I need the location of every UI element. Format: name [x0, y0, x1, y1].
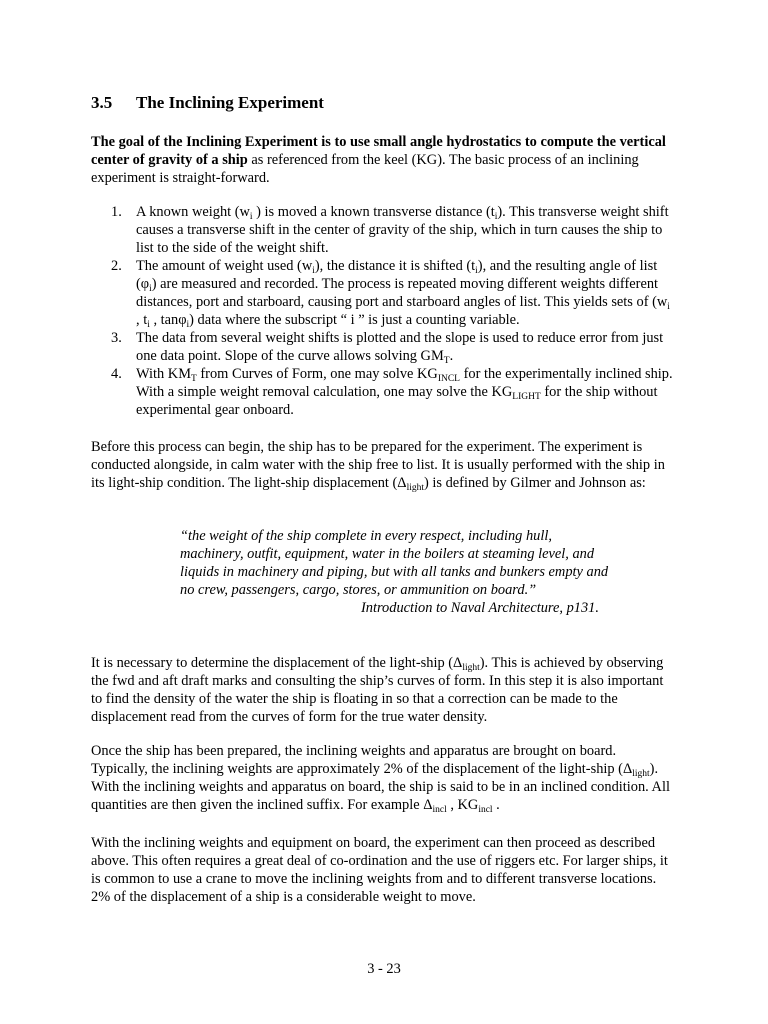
page-number: 3 - 23	[367, 961, 401, 977]
list-item-text: ) is moved a known transverse distance (t	[252, 204, 495, 220]
paragraph-text: It is necessary to determine the displacement of the light-ship (Δ	[91, 655, 463, 671]
list-item-text: ) data where the subscript “ i ” is just a counting variable.	[189, 312, 520, 328]
list-item-text: for the ship without experimental gear onboard.	[136, 384, 658, 418]
list-item	[111, 365, 676, 419]
list-item-text: ) are measured and recorded. The process is repeated moving different weights different distances, port and starboard, causing port and starboard angles of list. This yields sets of (w	[136, 276, 668, 310]
proceed-paragraph	[91, 834, 676, 906]
list-item-text: ), and the resulting angle of list (φ	[136, 258, 658, 292]
subscript: light	[462, 663, 480, 673]
procedure-list	[111, 203, 676, 419]
paragraph-text: Before this process can begin, the ship has to be prepared for the experiment. The experiment is conducted alongside, in calm water with the ship free to list. It is usually performed with the ship in its light-ship condition. The light-ship displacement (Δ	[91, 439, 665, 491]
paragraph-text: .	[492, 797, 500, 813]
list-item-number: 1.	[111, 204, 122, 220]
list-item-text: ), the distance it is shifted (t	[314, 258, 476, 274]
paragraph-text: ). This is achieved by observing the fwd and aft draft marks and consulting the ship’s curves of form. In this step it is also important to find the density of the water the ship is floating in so that a correction can be made to the displacement read from the curves of form for the true water density.	[91, 655, 664, 725]
list-item-number: 2.	[111, 258, 122, 274]
list-item-number: 4.	[111, 366, 122, 382]
subscript: i	[494, 212, 498, 222]
paragraph-text: Once the ship has been prepared, the inclining weights and apparatus are brought on board. Typically, the inclining weights are approximately 2% of the displacement of the light-ship (Δ	[91, 743, 633, 777]
subscript: incl	[432, 805, 447, 815]
section-title: The Inclining Experiment	[136, 93, 324, 112]
intro-paragraph	[91, 133, 676, 187]
list-item-text: The data from several weight shifts is plotted and the slope is used to reduce error from just one data point. Slope of the curve allows solving GM	[136, 330, 664, 364]
displacement-paragraph	[91, 654, 676, 726]
subscript: i	[249, 212, 253, 222]
list-item	[111, 257, 676, 329]
list-item-text: With KM	[136, 366, 191, 382]
intro-bold-text: The goal of the Inclining Experiment is to use small angle hydrostatics to compute the vertical center of gravity of a ship	[91, 134, 666, 168]
subscript: LIGHT	[512, 392, 541, 402]
weights-paragraph	[91, 742, 676, 814]
quote-text: “the weight of the ship complete in every respect, including hull, machinery, outfit, equipment, water in the boilers at steaming level, and liquids in machinery and piping, but with all tanks and bunkers empty and no crew, passengers, cargo, stores, or ammunition on board.”	[180, 528, 609, 598]
list-item-text: A known weight (w	[136, 204, 250, 220]
list-item-text: , tanφ	[149, 312, 187, 328]
preparation-paragraph	[91, 438, 676, 492]
subscript: T	[190, 374, 197, 384]
paragraph-text: ) is defined by Gilmer and Johnson as:	[423, 475, 646, 491]
subscript: i	[667, 302, 670, 312]
section-heading	[91, 92, 324, 114]
list-item-text: from Curves of Form, one may solve KG	[196, 366, 438, 382]
paragraph-text: With the inclining weights and equipment on board, the experiment can then proceed as described above. This often requires a great deal of co-ordination and the use of riggers etc. For larger ships, it is common to use a crane to move the inclining weights from and to different transverse locations. 2% of the displacement of a ship is a considerable weight to move.	[91, 835, 668, 905]
section-number: 3.5	[91, 93, 113, 112]
list-item	[111, 329, 676, 365]
list-item-text: ). This transverse weight shift causes a transverse shift in the center of gravity of the ship, which in turn causes the ship to list to the side of the weight shift.	[136, 204, 669, 256]
subscript: i	[149, 284, 152, 294]
subscript: T	[443, 356, 450, 366]
subscript: i	[186, 320, 190, 330]
subscript: incl	[478, 805, 493, 815]
quote-source: Introduction to Naval Architecture, p131.	[361, 600, 599, 616]
paragraph-text: ). With the inclining weights and apparatus on board, the ship is said to be in an inclined condition. All quantities are then given the inclined suffix. For example Δ	[91, 761, 670, 813]
subscript: i	[147, 320, 150, 330]
paragraph-text: , KG	[446, 797, 479, 813]
intro-text: as referenced from the keel (KG). The basic process of an inclining experiment is straight-forward.	[91, 152, 639, 186]
subscript: light	[406, 483, 424, 493]
list-item-text: , t	[136, 312, 148, 328]
subscript: INCL	[437, 374, 460, 384]
subscript: i	[475, 266, 478, 276]
list-item-text: .	[449, 348, 454, 364]
list-item-text: The amount of weight used (w	[136, 258, 313, 274]
list-item-text: for the experimentally inclined ship. With a simple weight removal calculation, one may solve the KG	[136, 366, 673, 400]
subscript: light	[632, 769, 650, 779]
list-item-number: 3.	[111, 330, 122, 346]
list-item	[111, 203, 676, 257]
subscript: i	[312, 266, 315, 276]
block-quote	[180, 527, 610, 617]
